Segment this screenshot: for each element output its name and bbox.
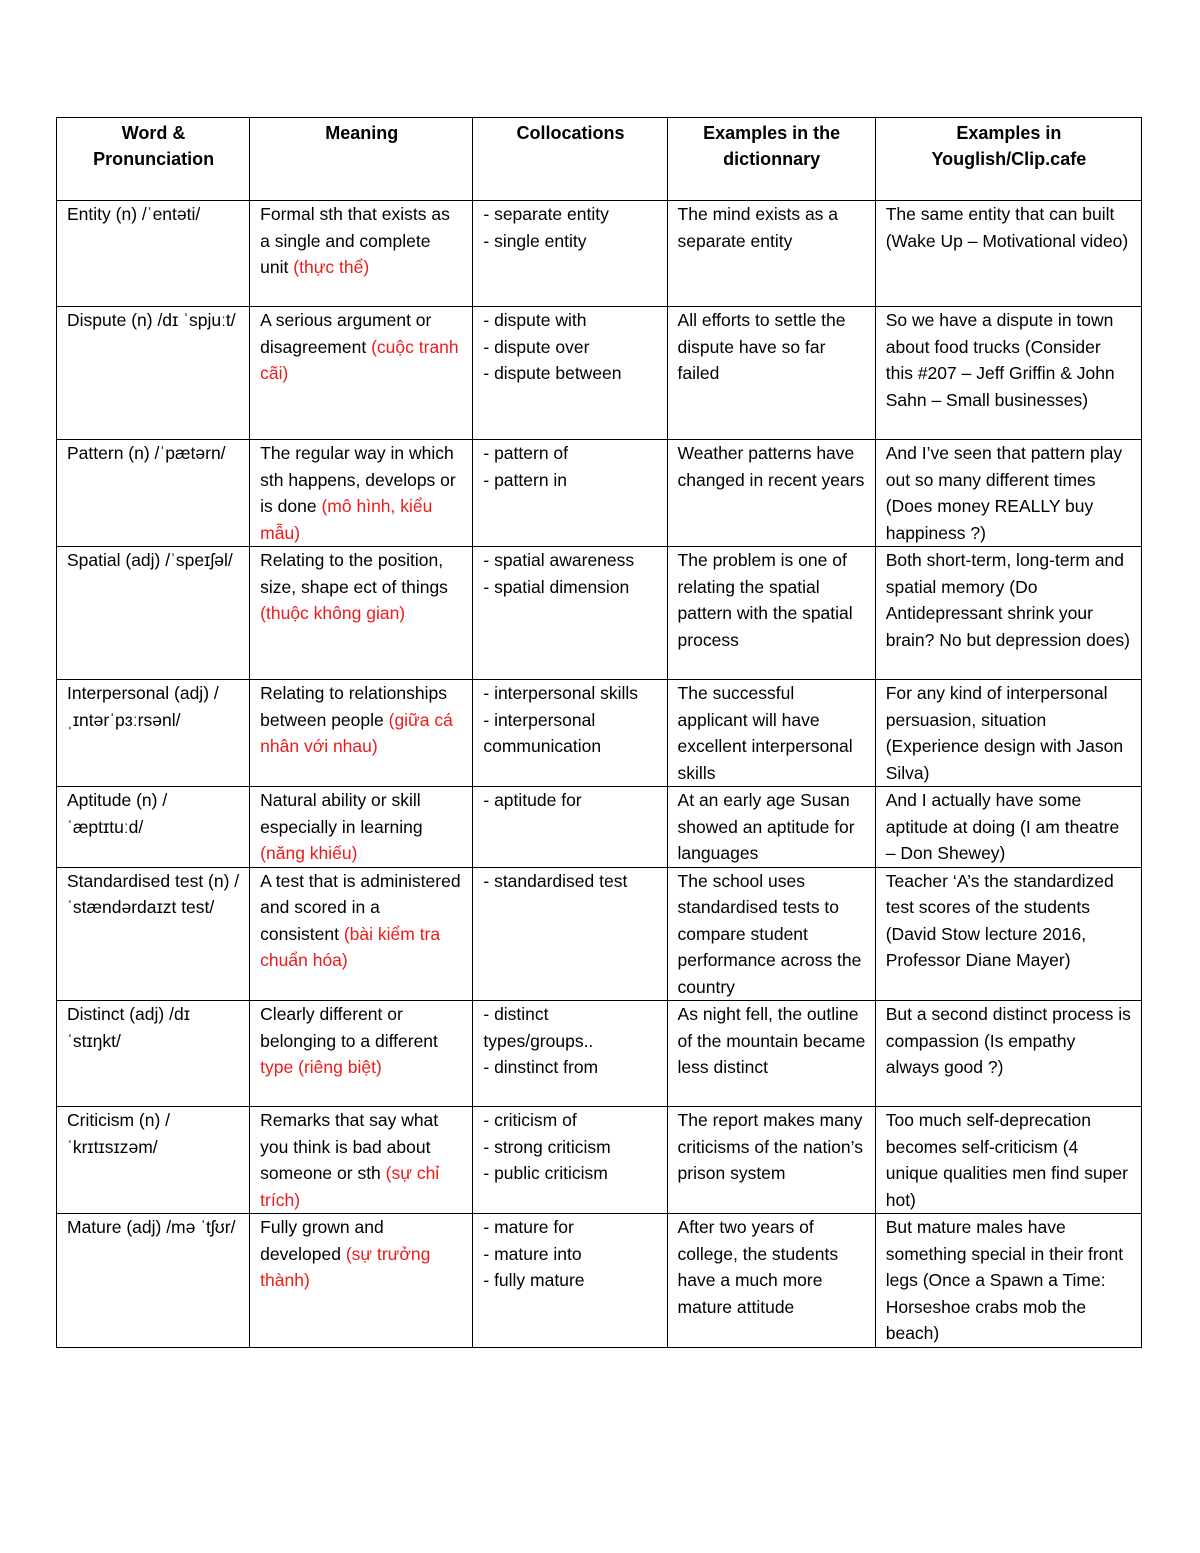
meaning-cell [250,201,473,307]
table-row [57,307,1142,440]
collocations-cell [473,1214,667,1348]
dictionary-example-cell: The report makes many criticisms of the nation’s prison system [667,1107,875,1214]
table-row [57,1214,1142,1348]
word-pronunciation-cell: Entity (n) /ˈentəti/ [57,201,250,307]
dictionary-example-cell: After two years of college, the students have a much more mature attitude [667,1214,875,1348]
collocations-cell [473,787,667,868]
collocation-item: - interpersonal communication [483,709,602,756]
meaning-english: Formal sth that exists as a single and complete unit [260,204,450,277]
meaning-cell [250,1001,473,1107]
word-pronunciation-cell: Standardised test (n) /ˈstændərdaɪzt test/ [57,867,250,1001]
meaning-vietnamese: (mô hình, kiểu mẫu) [260,496,433,543]
meaning-english: A test that is administered and scored in a consistent [260,870,461,944]
word-pronunciation-cell: Distinct (adj) /dɪ ˈstɪŋkt/ [57,1001,250,1107]
meaning-vietnamese: (cuộc tranh cãi) [260,336,459,383]
collocation-item: - standardised test [483,870,628,891]
meaning-cell [250,547,473,680]
word-pronunciation-cell: Dispute (n) /dɪ ˈspjuːt/ [57,307,250,440]
meaning-cell [250,440,473,547]
meaning-english: Relating to the position, size, shape ect of things [260,550,448,597]
collocation-item: - mature for [483,1217,574,1237]
header-dictionary-line-1: Examples in the [703,123,841,143]
meaning-highlight-word: type [260,1057,294,1077]
youglish-example-cell: Both short-term, long-term and spatial memory (Do Antidepressant shrink your brain? No but depression does) [875,547,1141,680]
collocation-item: - dinstinct from [483,1057,599,1077]
table-row [57,787,1142,868]
table-header-row [57,118,1142,201]
collocations-cell [473,307,667,440]
collocations-cell [473,547,667,680]
table-row [57,1107,1142,1214]
collocation-item: - public criticism [483,1163,608,1183]
meaning-vietnamese: (thuộc không gian) [260,603,406,623]
header-meaning [250,118,473,201]
meaning-english: Remarks that say what you think is bad about someone or sth [260,1110,439,1183]
meaning-cell [250,1107,473,1214]
header-word-line-2: Pronunciation [93,149,215,169]
dictionary-example-cell: As night fell, the outline of the mountain became less distinct [667,1001,875,1107]
collocations-cell [473,201,667,307]
meaning-vietnamese: (sự chỉ trích) [260,1163,440,1210]
header-youglish-line-1: Examples in [956,123,1062,143]
collocation-item: - interpersonal skills [483,683,639,703]
dictionary-example-cell: Weather patterns have changed in recent years [667,440,875,547]
collocation-item: - dispute between [483,363,622,383]
dictionary-example-cell: All efforts to settle the dispute have so far failed [667,307,875,440]
header-word-line-1: Word & [121,123,186,143]
table-row [57,547,1142,680]
meaning-english: Relating to relationships between people [260,683,447,730]
meaning-vietnamese: (năng khiếu) [260,843,358,863]
collocations-cell [473,440,667,547]
dictionary-example-cell: The mind exists as a separate entity [667,201,875,307]
meaning-vietnamese: (giữa cá nhân với nhau) [260,709,453,756]
meaning-cell [250,680,473,787]
collocation-item: - dispute with [483,310,587,330]
youglish-example-cell: Too much self-deprecation becomes self-criticism (4 unique qualities men find super hot) [875,1107,1141,1214]
collocations-cell [473,680,667,787]
meaning-cell [250,867,473,1001]
collocation-item: - pattern of [483,443,569,463]
collocation-item: - dispute over [483,336,590,357]
meaning-english: The regular way in which sth happens, develops or is done [260,443,456,516]
meaning-english: Natural ability or skill especially in learning [260,790,423,837]
word-pronunciation-cell: Interpersonal (adj) /ˌɪntərˈpɜːrsənl/ [57,680,250,787]
collocation-item: - mature into [483,1243,582,1264]
youglish-example-cell: Teacher ‘A’s the standardized test scores of the students (David Stow lecture 2016, Professor Diane Mayer) [875,867,1141,1001]
table-body [57,201,1142,1348]
header-meaning-text: Meaning [325,123,399,143]
collocations-cell [473,1107,667,1214]
youglish-example-cell: And I’ve seen that pattern play out so many different times (Does money REALLY buy happiness ?) [875,440,1141,547]
youglish-example-cell: So we have a dispute in town about food trucks (Consider this #207 – Jeff Griffin & John Sahn – Small businesses) [875,307,1141,440]
header-dictionary-examples [667,118,875,201]
header-word-pronunciation [57,118,250,201]
youglish-example-cell: And I actually have some aptitude at doing (I am theatre – Don Shewey) [875,787,1141,868]
collocation-item: - aptitude for [483,790,582,810]
meaning-vietnamese: (sự trưởng thành) [260,1243,431,1290]
header-youglish-line-2: Youglish/Clip.cafe [931,149,1087,169]
collocation-item: - spatial dimension [483,576,630,597]
table-row [57,201,1142,307]
meaning-english: Fully grown and developed [260,1217,384,1264]
collocation-item: - distinct types/groups.. [483,1004,594,1051]
meaning-cell [250,1214,473,1348]
word-pronunciation-cell: Criticism (n) /ˈkrɪtɪsɪzəm/ [57,1107,250,1214]
collocation-item: - pattern in [483,469,568,490]
table-row [57,440,1142,547]
collocation-item: - single entity [483,230,587,251]
dictionary-example-cell: At an early age Susan showed an aptitude for languages [667,787,875,868]
collocation-item: - fully mature [483,1270,585,1290]
dictionary-example-cell: The successful applicant will have excellent interpersonal skills [667,680,875,787]
header-collocations [473,118,667,201]
meaning-english: Clearly different or belonging to a different [260,1004,438,1051]
youglish-example-cell: But mature males have something special in their front legs (Once a Spawn a Time: Horseshoe crabs mob the beach) [875,1214,1141,1348]
word-pronunciation-cell: Aptitude (n) /ˈæptɪtuːd/ [57,787,250,868]
meaning-cell [250,307,473,440]
youglish-example-cell: But a second distinct process is compassion (Is empathy always good ?) [875,1001,1141,1107]
meaning-english: A serious argument or disagreement [260,310,432,357]
table-row [57,680,1142,787]
header-youglish-examples [875,118,1141,201]
collocations-cell [473,1001,667,1107]
meaning-vietnamese: (thực thể) [293,257,370,277]
collocation-item: - spatial awareness [483,550,635,570]
word-pronunciation-cell: Mature (adj) /mə ˈtʃʊr/ [57,1214,250,1348]
youglish-example-cell: The same entity that can built (Wake Up – Motivational video) [875,201,1141,307]
meaning-vietnamese: (bài kiểm tra chuẩn hóa) [260,923,441,970]
meaning-vietnamese: (riêng biệt) [298,1057,382,1077]
collocation-item: - criticism of [483,1110,577,1130]
dictionary-example-cell: The school uses standardised tests to compare student performance across the country [667,867,875,1001]
collocation-item: - separate entity [483,204,609,224]
meaning-cell [250,787,473,868]
collocations-cell [473,867,667,1001]
table-row [57,867,1142,1001]
table-row [57,1001,1142,1107]
collocation-item: - strong criticism [483,1136,611,1157]
header-collocations-text: Collocations [516,123,625,143]
word-pronunciation-cell: Spatial (adj) /ˈspeɪʃəl/ [57,547,250,680]
header-dictionary-line-2: dictionnary [723,149,821,169]
word-pronunciation-cell: Pattern (n) /ˈpætərn/ [57,440,250,547]
youglish-example-cell: For any kind of interpersonal persuasion, situation (Experience design with Jason Silva) [875,680,1141,787]
vocabulary-table [56,117,1142,1348]
dictionary-example-cell: The problem is one of relating the spatial pattern with the spatial process [667,547,875,680]
